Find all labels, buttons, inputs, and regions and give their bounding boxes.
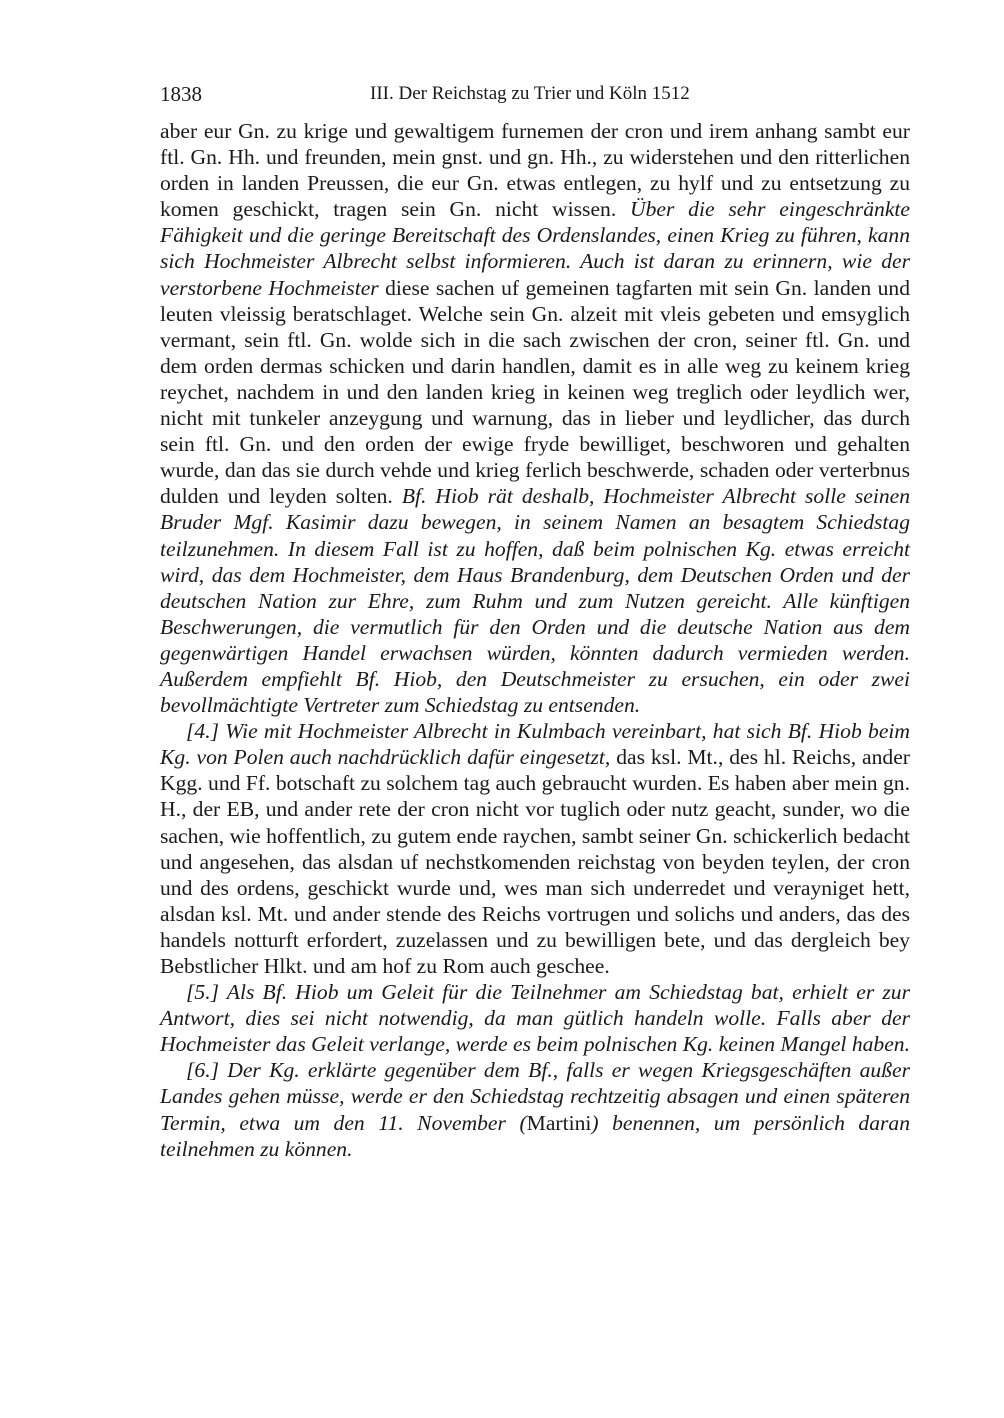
running-title: III. Der Reichstag zu Trier und Köln 1512	[370, 83, 690, 104]
paragraph-4	[160, 1057, 910, 1161]
source-text: aber eur Gn. zu krige und gewaltigem furnemen der cron und irem anhang sambt eur ftl. Gn. Hh. und freunden, mein gnst. und gn. Hh., zu widerstehen und den ritterlichen orden in landen Preussen, die eur Gn. etwas entlegen, zu hylf und zu entsetzung zu komen geschickt, tragen sein Gn. nicht wissen.	[160, 119, 910, 222]
paragraph-3	[160, 979, 910, 1057]
source-text: Martini	[526, 1110, 592, 1135]
editorial-summary: ) benennen, um persönlich daran teilnehmen zu können.	[160, 1110, 910, 1161]
editorial-summary: [6.] Der Kg. erklärte gegenüber dem Bf., falls er wegen Kriegsgeschäften außer Landes gehen müsse, werde er den Schiedstag rechtzeitig absagen und einen späteren Termin, etwa um den 11. November (	[160, 1058, 910, 1135]
paragraph-1	[160, 118, 910, 718]
editorial-summary: Bf. Hiob rät deshalb, Hochmeister Albrecht solle seinen Bruder Mgf. Kasimir dazu bewegen, in seinem Namen an besagtem Schiedstag teilzunehmen. In diesem Fall ist zu hoffen, daß beim polnischen Kg. etwas erreicht wird, das dem Hochmeister, dem Haus Brandenburg, dem Deutschen Orden und der deutschen Nation zur Ehre, zum Ruhm und zum Nutzen gereicht. Alle künftigen Beschwerungen, die vermutlich für den Orden und die deutsche Nation aus dem gegenwärtigen Handel erwachsen würden, könnten dadurch vermieden werden. Außerdem empfiehlt Bf. Hiob, den Deutschmeister zu ersuchen, ein oder zwei bevollmächtigte Vertreter zum Schiedstag zu entsenden.	[160, 484, 910, 718]
running-header	[160, 80, 910, 108]
body-text	[160, 118, 910, 1162]
source-text: diese sachen uf gemeinen tagfarten mit sein Gn. landen und leuten vleissig beratschlaget. Welche sein Gn. alzeit mit vleis gebeten und emsyglich vermant, sein ftl. Gn. wolde sich in die sach zwischen der cron, seiner ftl. Gn. und dem orden dermas schicken und darin handlen, damit es in alle weg zu keinem krieg reychet, nachdem in und den landen krieg in keinen weg treglich oder leydlich wer, nicht mit tunkeler anzeygung und warnung, das in lieber und leydlicher, das durch sein ftl. Gn. und den orden der ewige fryde bewilliget, beschworen und gehalten wurde, dan das sie durch vehde und krieg ferlich beschwerde, schaden oder verterbnus dulden und leyden solten.	[160, 275, 910, 509]
paragraph-2	[160, 718, 910, 979]
source-text: das ksl. Mt., des hl. Reichs, ander Kgg. und Ff. botschaft zu solchem tag auch gebraucht wurden. Es haben aber mein gn. H., der EB, und ander rete der cron nicht vor tuglich oder nutz geacht, sunder, wo die sachen, wie hoffentlich, zu gutem ende raychen, sambt seiner Gn. schickerlich bedacht und angesehen, das alsdan uf nechstkomenden reichstag von beyden teylen, der cron und des ordens, geschickt wurde und, wes man sich underredet und verayniget hett, alsdan ksl. Mt. und ander stende des Reichs vortrugen und solichs und anders, das des handels notturft erfordert, zuzelassen und zu bewilligen bete, und das dergleich bey Bebstlicher Hlkt. und am hof zu Rom auch geschee.	[160, 745, 910, 978]
editorial-summary: [5.] Als Bf. Hiob um Geleit für die Teilnehmer am Schiedstag bat, erhielt er zur Antwort, dies sei nicht notwendig, da man gütlich handeln wolle. Falls aber der Hochmeister das Geleit verlange, werde es beim polnischen Kg. keinen Mangel haben.	[160, 980, 910, 1057]
editorial-summary: Über die sehr eingeschränkte Fähigkeit und die geringe Bereitschaft des Ordenslandes, einen Krieg zu führen, kann sich Hochmeister Albrecht selbst informieren. Auch ist daran zu erinnern, wie der verstorbene Hochmeister	[160, 197, 910, 300]
page-number: 1838	[160, 82, 202, 106]
editorial-summary: [4.] Wie mit Hochmeister Albrecht in Kulmbach vereinbart, hat sich Bf. Hiob beim Kg. von Polen auch nachdrücklich dafür eingesetzt,	[160, 719, 910, 770]
